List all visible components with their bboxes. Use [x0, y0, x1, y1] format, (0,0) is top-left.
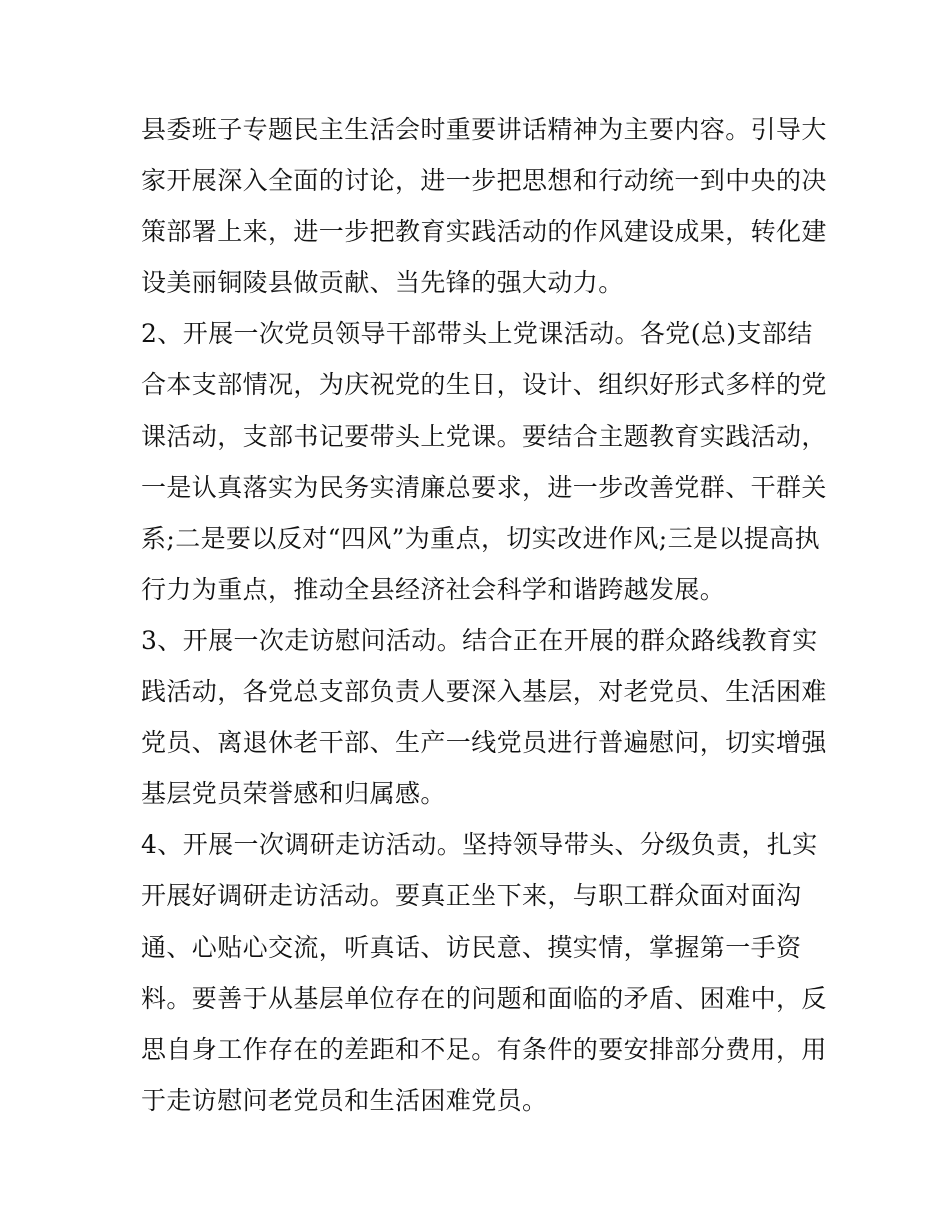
text-line: 于走访慰问老党员和生活困难党员。 [141, 1085, 548, 1115]
body-text [141, 104, 827, 1126]
text-line: 思自身工作存在的差距和不足。有条件的要安排部分费用，用 [141, 1034, 827, 1064]
text-line: 合本支部情况，为庆祝党的生日，设计、组织好形式多样的党 [141, 370, 827, 400]
text-line: 料。要善于从基层单位存在的问题和面临的矛盾、困难中，反 [141, 983, 827, 1013]
text-line: 一是认真落实为民务实清廉总要求，进一步改善党群、干群关 [141, 472, 827, 502]
text-line: 基层党员荣誉感和归属感。 [141, 779, 446, 809]
text-line: 课活动，支部书记要带头上党课。要结合主题教育实践活动， [141, 421, 827, 451]
text-line: 3、开展一次走访慰问活动。结合正在开展的群众路线教育实 [141, 625, 818, 655]
text-line: 县委班子专题民主生活会时重要讲话精神为主要内容。引导大 [141, 115, 827, 144]
text-line: 2、开展一次党员领导干部带头上党课活动。各党(总)支部结 [141, 319, 813, 349]
text-line: 党员、离退休老干部、生产一线党员进行普遍慰问，切实增强 [141, 728, 827, 758]
text-line: 通、心贴心交流，听真话、访民意、摸实情，掌握第一手资 [141, 932, 802, 962]
text-line: 4、开展一次调研走访活动。坚持领导带头、分级负责，扎实 [141, 830, 818, 860]
text-line: 践活动，各党总支部负责人要深入基层，对老党员、生活困难 [141, 677, 827, 707]
text-line: 行力为重点，推动全县经济社会科学和谐跨越发展。 [141, 574, 726, 604]
text-line: 家开展深入全面的讨论，进一步把思想和行动统一到中央的决 [141, 166, 827, 196]
text-line: 设美丽铜陵县做贡献、当先锋的强大动力。 [141, 268, 624, 298]
text-line: 开展好调研走访活动。要真正坐下来，与职工群众面对面沟 [141, 881, 802, 911]
text-line: 策部署上来，进一步把教育实践活动的作风建设成果，转化建 [141, 217, 827, 247]
text-line: 系;二是要以反对“四风”为重点，切实改进作风;三是以提高执 [141, 523, 821, 553]
